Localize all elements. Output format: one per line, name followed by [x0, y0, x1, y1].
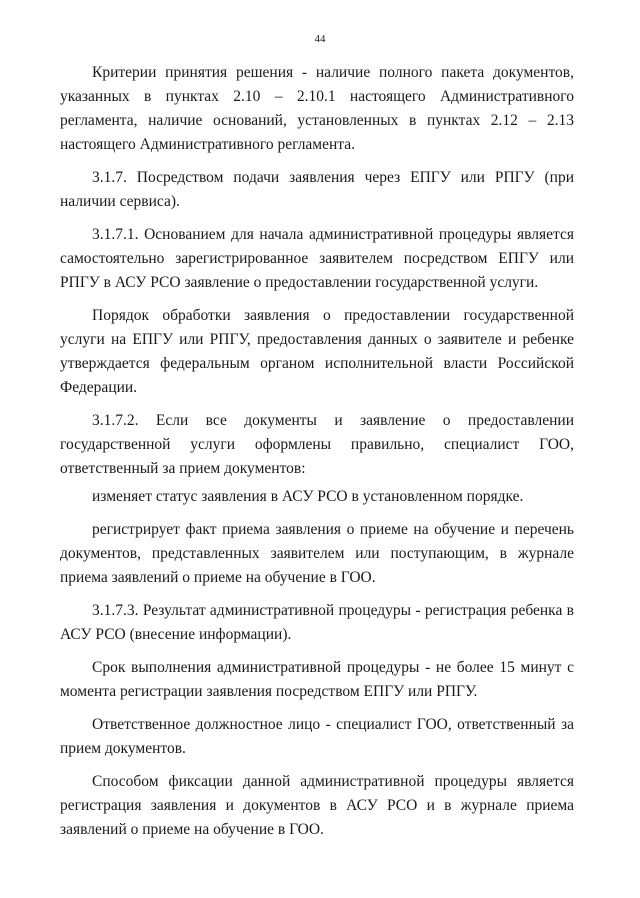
document-body [60, 61, 574, 851]
paragraph-3-1-7: 3.1.7. Посредством подачи заявления через ЕПГУ или РПГУ (при наличии сервиса). [60, 169, 574, 210]
paragraph-processing-order: Порядок обработки заявления о предоставлении государственной услуги на ЕПГУ или РПГУ, предоставления данных о заявителе и ребенке утверждается федеральным органом исполнительной власти Российской Федерации. [60, 307, 574, 396]
paragraph-3-1-7-2: 3.1.7.2. Если все документы и заявление о предоставлении государственной услуги оформлены правильно, специалист ГОО, ответственный за прием документов: [60, 412, 574, 477]
paragraph-responsible-official: Ответственное должностное лицо - специалист ГОО, ответственный за прием документов. [60, 716, 574, 757]
paragraph-deadline: Срок выполнения административной процедуры - не более 15 минут с момента регистрации заявления посредством ЕПГУ или РПГУ. [60, 659, 574, 700]
paragraph-fixation-method: Способом фиксации данной административной процедуры является регистрация заявления и документов в АСУ РСО и в журнале приема заявлений о приеме на обучение в ГОО. [60, 773, 574, 838]
paragraph-registration-fact: регистрирует факт приема заявления о приеме на обучение и перечень документов, представленных заявителем или поступающим, в журнале приема заявлений о приеме на обучение в ГОО. [60, 521, 574, 586]
paragraph-decision-criteria: Критерии принятия решения - наличие полного пакета документов, указанных в пунктах 2.10 – 2.10.1 настоящего Административного регламента, наличие оснований, установленных в пунктах 2.12 – 2.13 настоящего Административного регламента. [60, 64, 574, 153]
paragraph-3-1-7-3: 3.1.7.3. Результат административной процедуры - регистрация ребенка в АСУ РСО (внесение информации). [60, 602, 574, 643]
paragraph-3-1-7-1: 3.1.7.1. Основанием для начала административной процедуры является самостоятельно зарегистрированное заявителем посредством ЕПГУ или РПГУ в АСУ РСО заявление о предоставлении государственной услуги. [60, 226, 574, 291]
paragraph-status-change: изменяет статус заявления в АСУ РСО в установленном порядке. [92, 488, 524, 505]
page-number: 44 [314, 33, 326, 45]
